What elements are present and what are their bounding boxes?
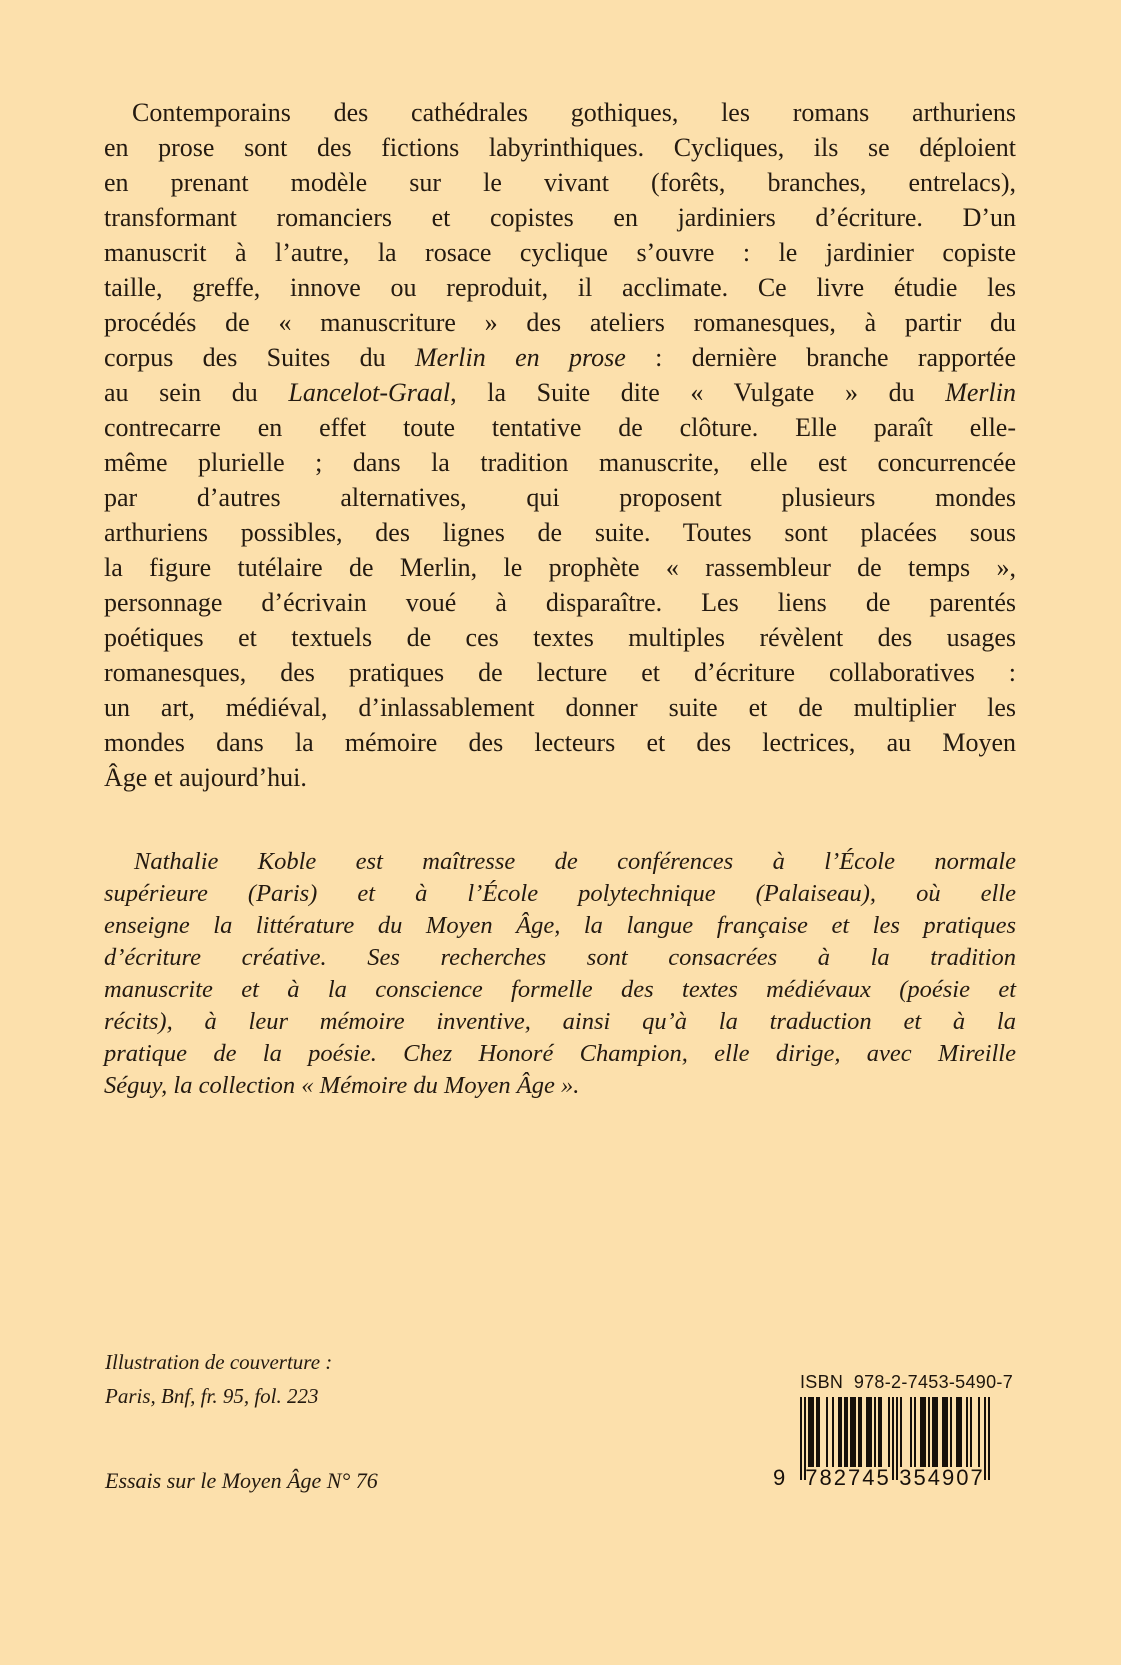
barcode-bar bbox=[832, 1397, 834, 1467]
text-line: récits), à leur mémoire inventive, ainsi qu’à la traduction et à la bbox=[104, 1008, 1016, 1035]
text-line: Nathalie Koble est maîtresse de conférences à l’École normale bbox=[134, 848, 1016, 875]
text-line: d’écriture créative. Ses recherches sont consacrées à la tradition bbox=[104, 944, 1016, 971]
isbn-label: ISBN 978-2-7453-5490-7 bbox=[800, 1372, 1014, 1392]
text-line: enseigne la littérature du Moyen Âge, la langue française et les pratiques bbox=[104, 912, 1016, 939]
text-line: un art, médiéval, d’inlassablement donner suite et de multiplier les bbox=[104, 693, 1016, 722]
barcode-bar bbox=[978, 1397, 980, 1467]
barcode-bar bbox=[960, 1397, 962, 1467]
synopsis-paragraph bbox=[104, 95, 1016, 795]
credit-line-2: Paris, Bnf, fr. 95, fol. 223 bbox=[105, 1384, 319, 1408]
text-line: par d’autres alternatives, qui proposent plusieurs mondes bbox=[104, 483, 1016, 512]
barcode-bar bbox=[910, 1397, 912, 1467]
text-line: la figure tutélaire de Merlin, le prophète « rassembleur de temps », bbox=[104, 553, 1016, 582]
series-label: Essais sur le Moyen Âge N° 76 bbox=[105, 1468, 378, 1493]
text-line: Séguy, la collection « Mémoire du Moyen Âge ». bbox=[104, 1072, 580, 1099]
text-line: personnage d’écrivain voué à disparaître. Les liens de parentés bbox=[104, 588, 1016, 617]
barcode-bar bbox=[846, 1397, 848, 1467]
text-line: manuscrit à l’autre, la rosace cyclique s’ouvre : le jardinier copiste bbox=[104, 238, 1016, 267]
text-line: pratique de la poésie. Chez Honoré Champion, elle dirige, avec Mireille bbox=[104, 1040, 1016, 1067]
text-line: en prose sont des fictions labyrinthiques. Cycliques, ils se déploient bbox=[104, 133, 1016, 162]
barcode-bar bbox=[928, 1397, 930, 1467]
barcode-digits-right: 354907 bbox=[899, 1465, 985, 1490]
barcode-bar bbox=[988, 1397, 990, 1480]
barcode-bar bbox=[826, 1397, 828, 1467]
credit-line-1: Illustration de couverture : bbox=[105, 1350, 333, 1374]
barcode-bar bbox=[854, 1397, 856, 1467]
text-line: arthuriens possibles, des lignes de suite. Toutes sont placées sous bbox=[104, 518, 1016, 547]
text-line: même plurielle ; dans la tradition manuscrite, elle est concurrencée bbox=[104, 448, 1016, 477]
barcode-bar bbox=[840, 1397, 842, 1467]
barcode-bar bbox=[818, 1397, 820, 1467]
text-line: contrecarre en effet toute tentative de clôture. Elle paraît elle- bbox=[104, 413, 1016, 442]
barcode-bar bbox=[970, 1397, 972, 1467]
barcode-digit-lead: 9 bbox=[773, 1465, 787, 1490]
cover-illustration-credit bbox=[105, 1345, 332, 1413]
text-line: transformant romanciers et copistes en jardiniers d’écriture. D’un bbox=[104, 203, 1016, 232]
barcode-bar bbox=[950, 1397, 952, 1467]
barcode-bar bbox=[800, 1397, 802, 1480]
text-line: procédés de « manuscriture » des ateliers romanesques, à partir du bbox=[104, 308, 1016, 337]
text-line: en prenant modèle sur le vivant (forêts, branches, entrelacs), bbox=[104, 168, 1016, 197]
barcode-bar bbox=[870, 1397, 872, 1467]
barcode-digits-left: 782745 bbox=[805, 1465, 891, 1490]
ean13-barcode bbox=[773, 1397, 990, 1492]
text-line: Âge et aujourd’hui. bbox=[104, 763, 307, 792]
text-line: taille, greffe, innove ou reproduit, il acclimate. Ce livre étudie les bbox=[104, 273, 1016, 302]
text-line: manuscrite et à la conscience formelle des textes médiévaux (poésie et bbox=[104, 976, 1016, 1003]
text-line: mondes dans la mémoire des lecteurs et des lectrices, au Moyen bbox=[104, 728, 1016, 757]
barcode-bar bbox=[966, 1397, 968, 1467]
barcode-bar bbox=[892, 1397, 894, 1480]
text-line: romanesques, des pratiques de lecture et d’écriture collaboratives : bbox=[104, 658, 1016, 687]
barcode-bar bbox=[812, 1397, 814, 1467]
barcode-bar bbox=[874, 1397, 876, 1467]
barcode-bar bbox=[936, 1397, 938, 1467]
barcode-bar bbox=[914, 1397, 916, 1467]
text-line: au sein du Lancelot-Graal, la Suite dite « Vulgate » du Merlin bbox=[104, 378, 1016, 407]
text-line: corpus des Suites du Merlin en prose : dernière branche rapportée bbox=[104, 343, 1017, 372]
barcode-bar bbox=[888, 1397, 890, 1467]
barcode-bar bbox=[880, 1397, 882, 1467]
text-line: poétiques et textuels de ces textes multiples révèlent des usages bbox=[104, 623, 1016, 652]
author-bio-paragraph bbox=[104, 846, 1016, 1102]
isbn-block bbox=[773, 1372, 1014, 1492]
barcode-bar bbox=[896, 1397, 898, 1480]
barcode-bar bbox=[924, 1397, 926, 1467]
barcode-bar bbox=[900, 1397, 902, 1467]
barcode-bar bbox=[860, 1397, 862, 1467]
barcode-bar bbox=[946, 1397, 948, 1467]
text-line: supérieure (Paris) et à l’École polytechnique (Palaiseau), où elle bbox=[104, 880, 1016, 907]
text-line: Contemporains des cathédrales gothiques, les romans arthuriens bbox=[132, 98, 1016, 127]
